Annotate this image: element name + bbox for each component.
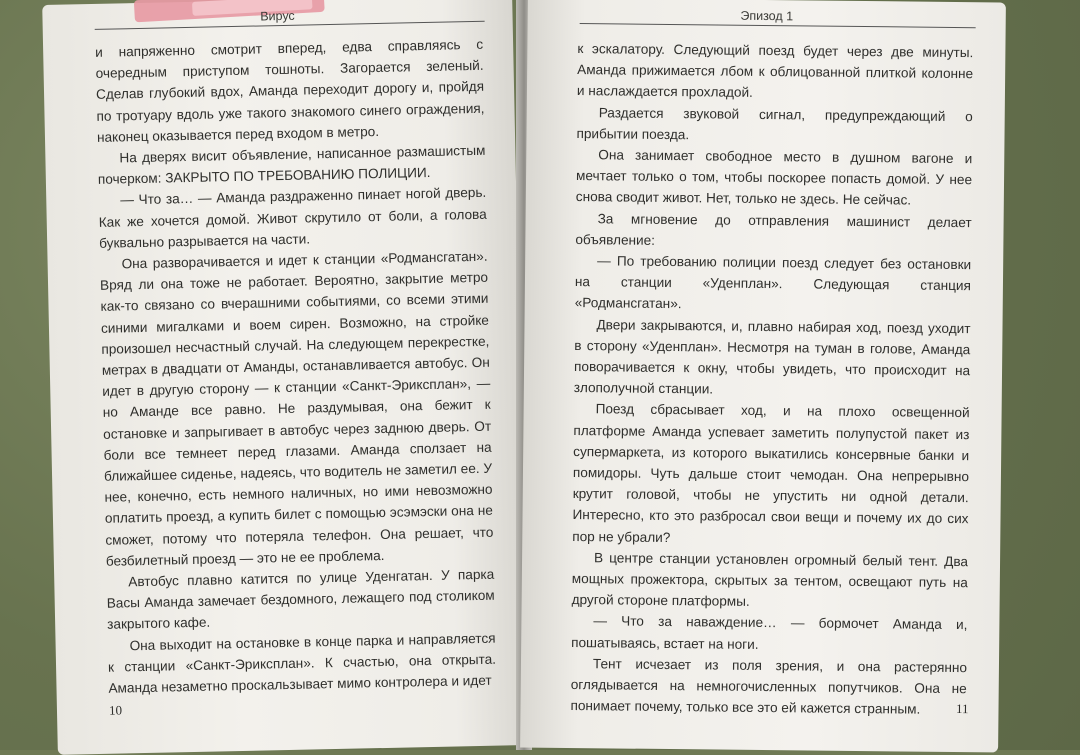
open-book — [50, 0, 1035, 750]
paragraph: — По требованию полиции поезд следует без остановки на станции «Уденплан». Следующая станция «Родмансгатан». — [574, 253, 972, 312]
paragraph: Раздается звуковой сигнал, предупреждающий о прибытии поезда. — [576, 104, 973, 143]
left-page-body — [95, 34, 497, 699]
paragraph: — Что за наваждение… — бормочет Аманда и, пошатываясь, встает на ноги. — [571, 613, 968, 652]
paragraph: и напряженно смотрит вперед, едва справляясь с очередным приступом тошноты. Загорается зеленый. Сделав глубокий вдох, Аманда переходит дорогу и, пройдя по тротуару вдоль уже такого знакомого синего ограждения, наконец оказывается перед входом в метро. — [95, 36, 485, 145]
paragraph: Тент исчезает из поля зрения, и она растерянно оглядывается на немногочисленных попутчиков. Она не понимает почему, только все это ей кажется странным. — [570, 656, 968, 717]
paragraph: — Что за… — Аманда раздраженно пинает ногой дверь. Как же хочется домой. Живот скрутило от боли, а голова буквально разрывается на части. — [98, 185, 487, 251]
right-page-body — [570, 38, 973, 721]
paragraph: За мгновение до отправления машинист делает объявление: — [575, 210, 972, 248]
paragraph: Она разворачивается и идет к станции «Родмансгатан». Вряд ли она тоже не работает. Вероятно, закрытие метро как-то связано со вчерашними событиями, со всеми этими синими мигалками и воем сирен. Возможно, на стройке произошел несчастный случай. На следующем перекрестке, метрах в двадцати от Аманды, останавливается автобус. Он идет в другую сторону — к станции «Санкт-Эриксплан», — но Аманде все равно. Не раздумывая, она бежит к остановке и запрыгивает в автобус через заднюю дверь. От боли все темнеет перед глазами. Аманда сползает на ближайшее сиденье, надеясь, что водитель не заметил ее. У нее, конечно, есть немного наличных, но ими невозможно оплатить проезд, а купить билет с помощью эсэмэски она не сможет, потому что потеряла телефон. Она решает, что безбилетный проезд — это не ее проблема. — [99, 248, 494, 569]
paragraph: На дверях висит объявление, написанное размашистым почерком: ЗАКРЫТО ПО ТРЕБОВАНИЮ ПОЛИЦИИ. — [97, 142, 486, 188]
paragraph: Она занимает свободное место в душном вагоне и мечтает только о том, чтобы поскорее попасть домой. У нее снова сводит живот. Нет, только не здесь. Не сейчас. — [575, 147, 973, 208]
paragraph: Она выходит на остановке в конце парка и направляется к станции «Санкт-Эриксплан». К счастью, она открыта. Аманда незаметно проскальзывает мимо контролера и идет — [107, 630, 497, 696]
page-number-left: 10 — [108, 702, 123, 718]
running-head-left: Вирус — [260, 8, 295, 24]
paragraph: Поезд сбрасывает ход, и на плохо освещенной платформе Аманда успевает заметить полупустой пакет из супермаркета, из которого выкатились консервные банки и помидоры. Чуть дальше стоит чемодан. Она непрерывно крутит головой, чтобы не упустить ни одной детали. Интересно, кто это разбросал свои вещи и почему их до сих пор не убрали? — [572, 401, 970, 545]
paragraph: Двери закрываются, и, плавно набирая ход, поезд уходит в сторону «Уденплан». Несмотря на туман в голове, Аманда поворачивается к окну, чтобы увидеть, что происходит на злополучной станции. — [573, 316, 971, 397]
left-page — [42, 0, 528, 755]
paragraph: к эскалатору. Следующий поезд будет через две минуты. Аманда прижимается лбом к облицованной плиткой колонне и наслаждается прохладой. — [576, 41, 974, 101]
paragraph: Автобус плавно катится по улице Уденгатан. У парка Васы Аманда замечает бездомного, лежащего под столиком закрытого кафе. — [106, 566, 495, 633]
running-head-right: Эпизод 1 — [740, 8, 794, 24]
right-page — [520, 0, 1006, 752]
paragraph: В центре станции установлен огромный белый тент. Два мощных прожектора, скрытых за тентом, освещают путь на другой стороне платформы. — [571, 550, 969, 610]
page-number-right: 11 — [955, 700, 969, 716]
